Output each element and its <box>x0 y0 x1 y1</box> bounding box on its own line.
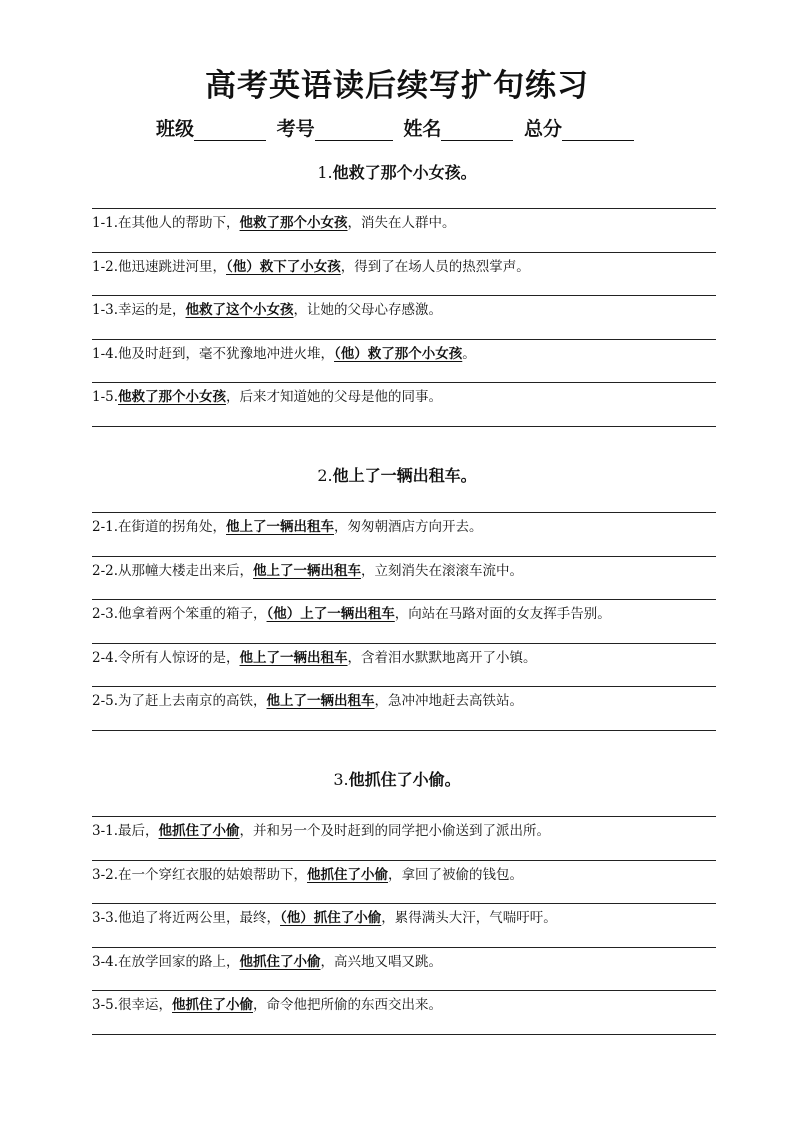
sentence-prefix: 为了赶上去南京的高铁， <box>118 693 267 709</box>
answer-line <box>92 382 716 383</box>
exercise-sentence <box>92 604 716 624</box>
key-phrase: 他抓住了小偷 <box>172 997 254 1013</box>
sentence-id: 1-3. <box>92 302 119 318</box>
section-heading <box>0 463 794 486</box>
key-phrase: 他救了这个小女孩 <box>185 302 294 318</box>
section-title: 他上了一辆出租车。 <box>332 466 477 485</box>
score-blank[interactable] <box>562 120 634 141</box>
sentence-prefix: 在街道的拐角处， <box>118 519 227 535</box>
key-phrase: 他上了一辆出租车 <box>266 693 375 709</box>
exercise-sentence <box>92 821 716 841</box>
answer-line <box>92 1034 716 1035</box>
sentence-suffix: ，消失在人群中。 <box>347 215 456 231</box>
section-number: 2. <box>317 466 333 485</box>
exam-no-blank[interactable] <box>315 120 393 141</box>
sentence-suffix: ，立刻消失在滚滚车流中。 <box>361 563 524 579</box>
exercise-sentence <box>92 691 716 711</box>
sentence-prefix: 令所有人惊讶的是， <box>118 650 240 666</box>
sentence-suffix: ，累得满头大汗，气喘吁吁。 <box>381 910 557 926</box>
answer-line <box>92 947 716 948</box>
key-phrase: 他抓住了小偷 <box>158 823 240 839</box>
answer-line <box>92 252 716 253</box>
answer-line <box>92 816 716 817</box>
sentence-suffix: ，并和另一个及时赶到的同学把小偷送到了派出所。 <box>239 823 551 839</box>
sentence-suffix: ，向站在马路对面的女友挥手告别。 <box>394 606 611 622</box>
answer-line <box>92 643 716 644</box>
answer-line <box>92 903 716 904</box>
sentence-id: 2-3. <box>92 606 119 622</box>
class-blank[interactable] <box>194 120 266 141</box>
exercise-sentence <box>92 995 716 1015</box>
exercise-sentence <box>92 257 716 277</box>
key-phrase: （他）上了一辆出租车 <box>266 606 395 622</box>
name-label: 姓名 <box>403 118 442 140</box>
answer-line <box>92 556 716 557</box>
sentence-suffix: ，匆匆朝酒店方向开去。 <box>334 519 483 535</box>
section-title: 他抓住了小偷。 <box>348 770 461 789</box>
sentence-id: 2-4. <box>92 650 119 666</box>
key-phrase: 他上了一辆出租车 <box>239 650 348 666</box>
exercise-sentence <box>92 908 716 928</box>
sentence-suffix: ，让她的父母心存感激。 <box>293 302 443 318</box>
class-label: 班级 <box>156 118 195 140</box>
sentence-id: 1-4. <box>92 346 119 362</box>
sentence-id: 3-1. <box>92 823 119 839</box>
sentence-prefix: 从那幢大楼走出来后， <box>118 563 254 579</box>
sentence-suffix: ，含着泪水默默地离开了小镇。 <box>347 650 537 666</box>
exercise-sentence <box>92 517 716 537</box>
sentence-prefix: 他追了将近两公里，最终， <box>118 910 281 926</box>
sentence-id: 1-2. <box>92 259 119 275</box>
exercise-sentence <box>92 952 716 972</box>
sentence-id: 1-1. <box>92 215 119 231</box>
sentence-prefix: 他拿着两个笨重的箱子， <box>118 606 267 622</box>
name-blank[interactable] <box>441 120 513 141</box>
page-title: 高考英语读后续写扩句练习 <box>205 68 589 104</box>
key-phrase: 他抓住了小偷 <box>239 954 321 970</box>
key-phrase: 他上了一辆出租车 <box>226 519 335 535</box>
key-phrase: 他救了那个小女孩 <box>118 389 227 405</box>
section-number: 3. <box>333 770 349 789</box>
answer-line <box>92 860 716 861</box>
sentence-prefix: 很幸运， <box>118 997 173 1013</box>
answer-line <box>92 730 716 731</box>
sentence-prefix: 他及时赶到，毫不犹豫地冲进火堆， <box>118 346 335 362</box>
section-title: 他救了那个小女孩。 <box>332 163 477 182</box>
section-heading <box>0 160 794 183</box>
key-phrase: （他）救了那个小女孩 <box>334 346 463 362</box>
sentence-prefix: 最后， <box>118 823 159 839</box>
sentence-id: 1-5. <box>92 389 119 405</box>
exercise-sentence <box>92 387 716 407</box>
sentence-prefix: 在一个穿红衣服的姑娘帮助下， <box>118 867 308 883</box>
section-number: 1. <box>317 163 333 182</box>
sentence-prefix: 幸运的是， <box>118 302 186 318</box>
key-phrase: 他救了那个小女孩 <box>239 215 348 231</box>
sentence-suffix: ，急冲冲地赶去高铁站。 <box>374 693 524 709</box>
answer-line <box>92 599 716 600</box>
sentence-suffix: ，后来才知道她的父母是他的同事。 <box>226 389 443 405</box>
score-label: 总分 <box>523 118 562 140</box>
sentence-id: 3-4. <box>92 954 119 970</box>
sentence-suffix: 。 <box>462 346 476 362</box>
answer-line <box>92 990 716 991</box>
exercise-sentence <box>92 561 716 581</box>
exercise-sentence <box>92 300 716 320</box>
key-phrase: （他）抓住了小偷 <box>280 910 382 926</box>
answer-line <box>92 208 716 209</box>
sentence-prefix: 他迅速跳进河里， <box>118 259 227 275</box>
sentence-id: 3-2. <box>92 867 119 883</box>
section-heading <box>0 767 794 790</box>
sentence-id: 2-5. <box>92 693 119 709</box>
sentence-id: 3-5. <box>92 997 119 1013</box>
answer-line <box>92 686 716 687</box>
key-phrase: （他）救下了小女孩 <box>226 259 341 275</box>
sentence-suffix: ，高兴地又唱又跳。 <box>320 954 443 970</box>
exercise-sentence <box>92 344 716 364</box>
sentence-suffix: ，得到了在场人员的热烈掌声。 <box>340 259 530 275</box>
sentence-id: 2-2. <box>92 563 119 579</box>
exam-no-label: 考号 <box>276 118 315 140</box>
student-info-line <box>0 114 794 141</box>
answer-line <box>92 295 716 296</box>
key-phrase: 他上了一辆出租车 <box>253 563 362 579</box>
answer-line <box>92 339 716 340</box>
exercise-sentence <box>92 865 716 885</box>
sentence-prefix: 在其他人的帮助下， <box>118 215 240 231</box>
key-phrase: 他抓住了小偷 <box>307 867 389 883</box>
sentence-id: 2-1. <box>92 519 119 535</box>
sentence-id: 3-3. <box>92 910 119 926</box>
sentence-suffix: ，命令他把所偷的东西交出来。 <box>253 997 443 1013</box>
exercise-sentence <box>92 213 716 233</box>
sentence-suffix: ，拿回了被偷的钱包。 <box>388 867 524 883</box>
sentence-prefix: 在放学回家的路上， <box>118 954 240 970</box>
answer-line <box>92 426 716 427</box>
answer-line <box>92 512 716 513</box>
exercise-sentence <box>92 648 716 668</box>
